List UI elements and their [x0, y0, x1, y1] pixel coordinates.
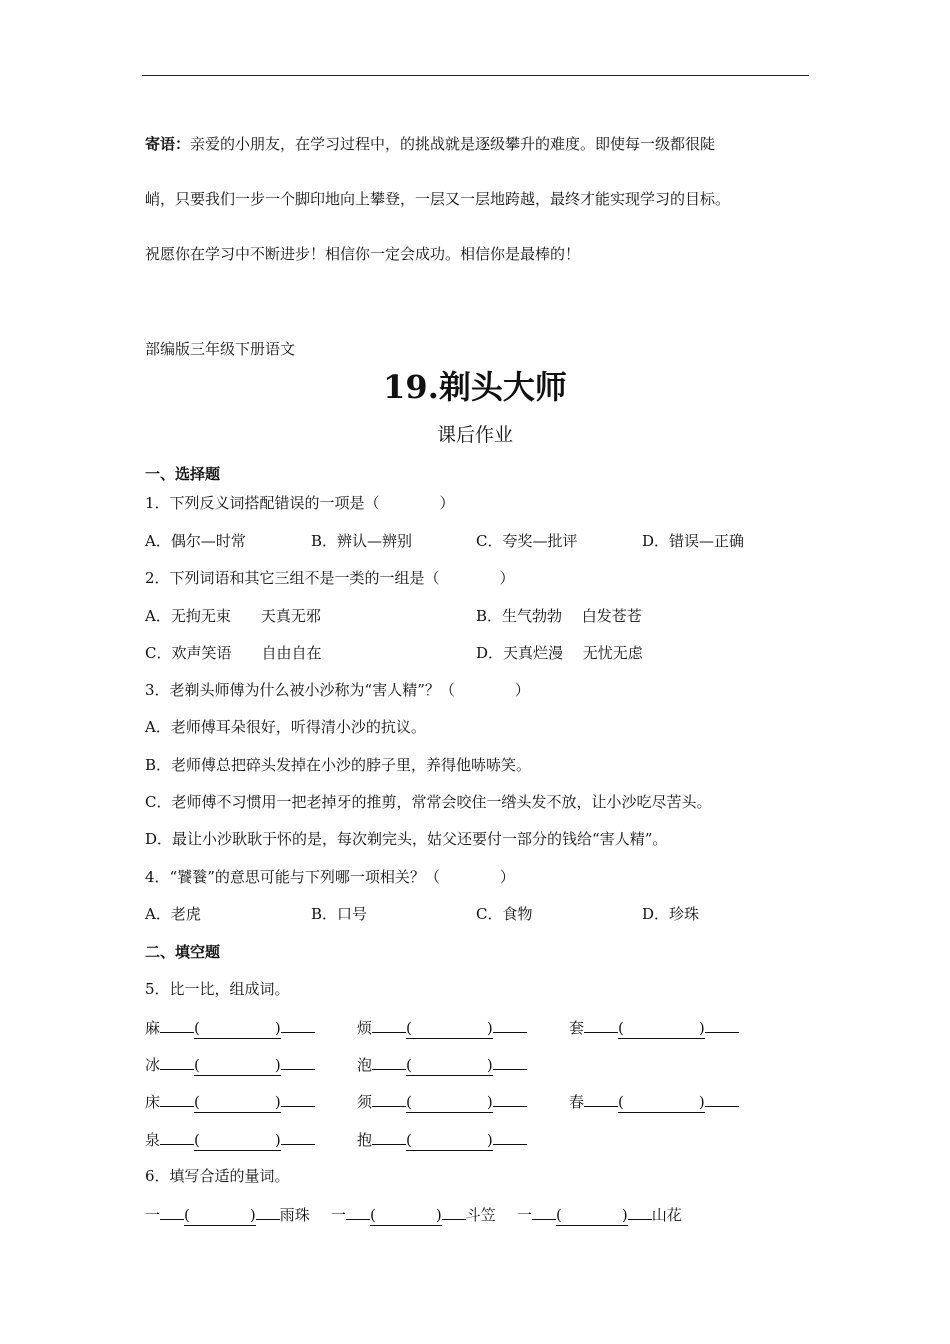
q5-blank[interactable]: ( ) — [406, 1019, 493, 1037]
q5-item — [569, 1016, 739, 1039]
q5-item — [145, 1053, 315, 1076]
page-title: 19.剃头大师 — [383, 368, 567, 406]
q2-option-d[interactable]: D．天真烂漫 无忧无虑 — [476, 644, 643, 662]
motto-line-2: 峭，只要我们一步一个脚印地向上攀登，一层又一层地跨越，最终才能实现学习的目标。 — [145, 190, 731, 208]
q5-char: 泉 — [145, 1131, 161, 1149]
q5-char: 烦 — [357, 1019, 373, 1037]
q5-blank[interactable]: ( ) — [618, 1093, 705, 1111]
page-subtitle: 课后作业 — [436, 424, 513, 446]
q5-item — [145, 1090, 315, 1113]
q6-noun: 山花 — [651, 1206, 682, 1224]
q5-blank[interactable]: ( ) — [194, 1131, 281, 1149]
q3-option-a[interactable]: A．老师傅耳朵很好，听得清小沙的抗议。 — [145, 718, 426, 736]
q5-item — [145, 1016, 315, 1039]
q5-item — [145, 1128, 315, 1151]
motto-text-1: 亲爱的小朋友，在学习过程中，的挑战就是逐级攀升的难度。即使每一级都很陡 — [190, 135, 716, 153]
q3-option-b[interactable]: B．老师傅总把碎头发掉在小沙的脖子里，养得他哧哧笑。 — [145, 756, 532, 774]
q5-item — [569, 1090, 739, 1113]
q5-char: 抱 — [357, 1131, 373, 1149]
question-1: 1．下列反义词搭配错误的一项是（ ） — [145, 494, 455, 512]
q5-blank[interactable]: ( ) — [406, 1056, 493, 1074]
q3-option-c[interactable]: C．老师傅不习惯用一把老掉牙的推剪，常常会咬住一绺头发不放，让小沙吃尽苦头。 — [145, 793, 712, 811]
q6-noun: 雨珠 — [279, 1206, 310, 1224]
q6-blank[interactable]: ( ) — [184, 1206, 256, 1224]
edition-label: 部编版三年级下册语文 — [145, 340, 296, 358]
q2-option-c[interactable]: C．欢声笑语 自由自在 — [145, 644, 322, 662]
q5-item — [357, 1128, 527, 1151]
q5-char: 春 — [569, 1093, 585, 1111]
question-5: 5．比一比，组成词。 — [145, 980, 290, 998]
q5-item — [357, 1053, 527, 1076]
q4-option-c[interactable]: C．食物 — [476, 905, 533, 923]
q2-option-b[interactable]: B．生气勃勃 白发苍苍 — [476, 607, 642, 625]
header-rule — [142, 75, 809, 76]
q4-option-b[interactable]: B．口号 — [311, 905, 368, 923]
q5-char: 麻 — [145, 1019, 161, 1037]
q5-item — [357, 1016, 527, 1039]
q2-option-a[interactable]: A．无拘无束 天真无邪 — [145, 607, 321, 625]
q5-blank[interactable]: ( ) — [406, 1131, 493, 1149]
q5-blank[interactable]: ( ) — [194, 1093, 281, 1111]
q1-option-a[interactable]: A．偶尔—时常 — [145, 532, 246, 550]
q5-blank[interactable]: ( ) — [618, 1019, 705, 1037]
q5-char: 床 — [145, 1093, 161, 1111]
question-2: 2．下列词语和其它三组不是一类的一组是（ ） — [145, 569, 515, 587]
q6-item — [517, 1203, 682, 1226]
q4-option-a[interactable]: A．老虎 — [145, 905, 201, 923]
question-3: 3．老剃头师傅为什么被小沙称为“害人精”？（ ） — [145, 681, 530, 699]
question-6: 6．填写合适的量词。 — [145, 1167, 290, 1185]
q5-blank[interactable]: ( ) — [194, 1019, 281, 1037]
q5-blank[interactable]: ( ) — [194, 1056, 281, 1074]
q5-item — [357, 1090, 527, 1113]
section-heading-fill: 二、填空题 — [145, 943, 221, 961]
q5-char: 泡 — [357, 1056, 373, 1074]
q6-blank[interactable]: ( ) — [556, 1206, 628, 1224]
q1-option-c[interactable]: C．夸奖—批评 — [476, 532, 578, 550]
q1-option-d[interactable]: D．错误—正确 — [642, 532, 745, 550]
question-4: 4．“饕餮”的意思可能与下列哪一项相关？（ ） — [145, 868, 515, 886]
q6-item — [331, 1203, 496, 1226]
q1-option-b[interactable]: B．辨认—辨别 — [311, 532, 413, 550]
q4-option-d[interactable]: D．珍珠 — [642, 905, 700, 923]
q6-blank[interactable]: ( ) — [370, 1206, 442, 1224]
q6-prefix: 一 — [331, 1206, 347, 1224]
q3-option-d[interactable]: D．最让小沙耿耿于怀的是，每次剃完头，姑父还要付一部分的钱给“害人精”。 — [145, 830, 668, 848]
q6-prefix: 一 — [517, 1206, 533, 1224]
q6-noun: 斗笠 — [465, 1206, 496, 1224]
q6-prefix: 一 — [145, 1206, 161, 1224]
q5-blank[interactable]: ( ) — [406, 1093, 493, 1111]
q5-char: 套 — [569, 1019, 585, 1037]
q5-char: 须 — [357, 1093, 373, 1111]
motto-label: 寄语： — [145, 135, 191, 153]
motto-line-3: 祝愿你在学习中不断进步！相信你一定会成功。相信你是最棒的！ — [145, 245, 581, 263]
section-heading-choice: 一、选择题 — [145, 465, 221, 483]
q5-char: 冰 — [145, 1056, 161, 1074]
motto-line-1 — [145, 133, 715, 154]
q6-item — [145, 1203, 310, 1226]
